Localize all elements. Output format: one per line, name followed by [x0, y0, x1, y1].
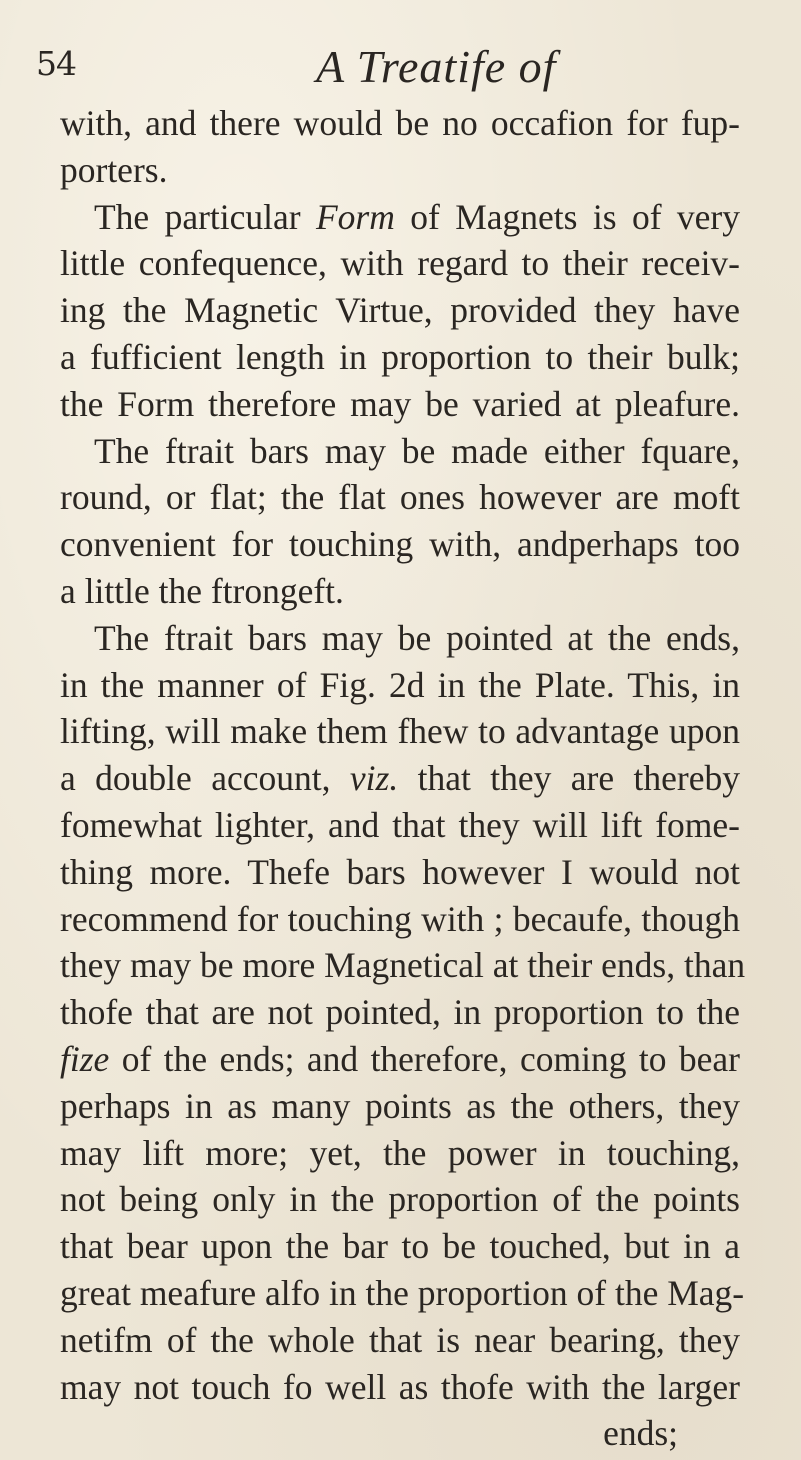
text-line: recommend for touching with ; becaufe, though	[60, 898, 740, 939]
text-line: The ftrait bars may be pointed at the ends,	[94, 617, 740, 658]
text-line: fize of the ends; and therefore, coming to bear	[60, 1038, 740, 1079]
text-line: ing the Magnetic Virtue, provided they have	[60, 290, 740, 331]
text-line: netifm of the whole that is near bearing, they	[60, 1319, 740, 1360]
text-line: porters.	[60, 149, 168, 190]
text-line: The particular Form of Magnets is of very	[94, 196, 740, 237]
text-line: fomewhat lighter, and that they will lift fome-	[60, 804, 740, 845]
page-header	[36, 40, 761, 100]
text-line: little confequence, with regard to their receiv-	[60, 243, 740, 284]
text-line: lifting, will make them fhew to advantage upon	[60, 711, 740, 752]
text-line: in the manner of Fig. 2d in the Plate. This, in	[60, 664, 740, 705]
text-line: great meafure alfo in the proportion of the Mag-	[60, 1272, 745, 1313]
text-line: The ftrait bars may be made either fquare,	[94, 430, 740, 471]
text-line: may not touch fo well as thofe with the larger	[60, 1366, 740, 1407]
text-line: round, or flat; the flat ones however are moft	[60, 477, 740, 518]
text-line: a little the ftrongeft.	[60, 570, 344, 611]
text-line: a double account, viz. that they are thereby	[60, 758, 740, 799]
running-title: A Treatife of	[316, 41, 557, 92]
text-line: convenient for touching with, andperhaps too	[60, 524, 740, 565]
page-number: 54	[36, 44, 76, 83]
text-line: perhaps in as many points as the others, they	[60, 1085, 740, 1126]
catchword: ends;	[603, 1413, 678, 1454]
text-line: may lift more; yet, the power in touching,	[60, 1132, 740, 1173]
text-line: thofe that are not pointed, in proportion to the	[60, 992, 740, 1033]
text-line: that bear upon the bar to be touched, but in a	[60, 1226, 740, 1267]
text-line: not being only in the proportion of the points	[60, 1179, 740, 1220]
text-line: they may be more Magnetical at their ends, than	[60, 945, 746, 986]
text-line: thing more. Thefe bars however I would not	[60, 851, 740, 892]
body-text	[60, 100, 746, 1457]
text-line: a fufficient length in proportion to their bulk;	[60, 336, 740, 377]
text-line: the Form therefore may be varied at pleafure.	[60, 383, 740, 424]
text-line: with, and there would be no occafion for fup-	[60, 103, 740, 143]
